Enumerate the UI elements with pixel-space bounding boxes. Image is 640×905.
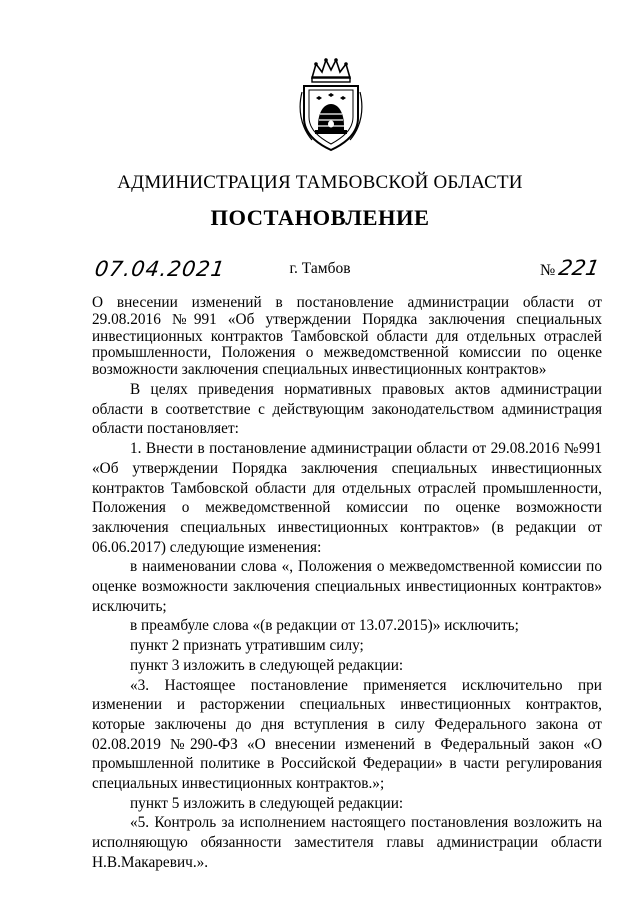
document-city: г. Тамбов — [289, 260, 351, 277]
number-value: 221 — [557, 256, 602, 280]
document-number — [540, 256, 602, 280]
body-paragraph: пункт 5 изложить в следующей редакции: — [130, 794, 404, 812]
tambov-coat-of-arms-icon — [298, 56, 364, 152]
body-paragraph: «3. Настоящее постановление применяется исключительно при изменении и расторжении специальных инвестиционных контрактов, которые заключены до дня вступления в силу Федерального закона от 02.08.2019 №290-ФЗ «О внесении изменений в Федеральный закон «О промышленной политике в Российской Федерации» в части регулирования специальных инвестиционных контрактов.»; — [92, 676, 602, 793]
document-body — [92, 380, 602, 873]
body-paragraph: 1. Внести в постановление администрации области от 29.08.2016 №991 «Об утверждении Порядка заключения специальных инвестиционных контрактов Тамбовской области для отдельных отраслей промышленности, Положения о межведомственной комиссии по оценке возможности заключения специальных инвестиционных контрактов» (в редакции от 06.06.2017) следующие изменения: — [92, 440, 602, 556]
body-paragraph: «5. Контроль за исполнением настоящего постановления возложить на исполняющую обязанности заместителя главы администрации области Н.В.Макаревич.». — [92, 814, 602, 871]
document-type-title: ПОСТАНОВЛЕНИЕ — [210, 205, 430, 230]
body-paragraph: пункт 3 изложить в следующей редакции: — [130, 656, 404, 674]
document-subject: О внесении изменений в постановление администрации области от 29.08.2016 №991 «Об утверждении Порядка заключения специальных инвестиционных контрактов Тамбовской области для отдельных отраслей промышленности, Положения о межведомственной комиссии по оценке возможности заключения специальных инвестиционных контрактов» — [92, 294, 602, 379]
document-date: 07.04.2021 — [93, 257, 227, 281]
body-paragraph: пункт 2 признать утратившим силу; — [130, 637, 364, 655]
organization-title: АДМИНИСТРАЦИЯ ТАМБОВСКОЙ ОБЛАСТИ — [117, 172, 523, 193]
body-paragraph: в преамбуле слова «(в редакции от 13.07.2015)» исключить; — [130, 617, 519, 635]
body-paragraph: в наименовании слова «, Положения о межведомственной комиссии по оценке возможности заключения специальных инвестиционных контрактов» исключить; — [92, 558, 602, 615]
number-sign: № — [540, 262, 556, 279]
body-paragraph: В целях приведения нормативных правовых актов администрации области в соответствие с действующим законодательством администрация области постановляет: — [92, 381, 602, 438]
